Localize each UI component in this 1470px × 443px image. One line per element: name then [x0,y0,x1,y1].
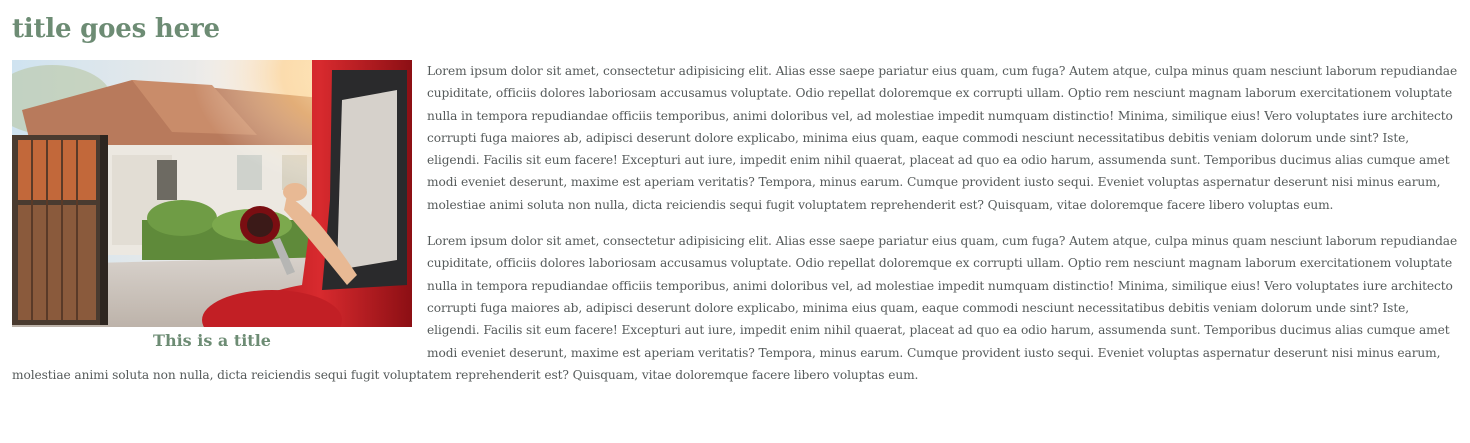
paragraph-2: Lorem ipsum dolor sit amet, consectetur adipisicing elit. Alias esse saepe pariatur eius quam, cum fuga? Autem atque, culpa minus quam nesciunt laborum repudiandae cupiditate, officiis dolores laboriosam accusamus voluptate. Odio repellat doloremque ex corrupti ullam. Optio rem nesciunt magnam laborum exercitationem voluptate nulla in tempora repudiandae officiis temporibus, animi doloribus vel, ad molestiae impedit numquam distinctio! Minima, similique eius! Vero voluptates iure architecto corrupti fuga maiores ab, adipisci deserunt dolore explicabo, minima eius quam, eaque commodi nesciunt necessitatibus debitis veniam dolorum unde sint? Iste, eligendi. Facilis sit eum facere! Excepturi aut iure, impedit enim nihil quaerat, placeat ad quo ea odio harum, assumenda sunt. Temporibus ducimus alias cumque amet modi eveniet deserunt, maxime est aperiam veritatis? Tempora, minus earum. Cumque provident iusto sequi. Eveniet voluptas aspernatur deserunt nisi minus earum, molestiae animi soluta non nulla, dicta reiciendis sequi fugit voluptatem reprehenderit est? Quisquam, vitae doloremque facere libero voluptas eum. [12,234,1458,382]
page-title: title goes here [12,14,220,44]
figure-caption: This is a title [153,331,271,350]
figure [12,60,412,353]
paragraph-1: Lorem ipsum dolor sit amet, consectetur adipisicing elit. Alias esse saepe pariatur eius quam, cum fuga? Autem atque, culpa minus quam nesciunt laborum repudiandae cupiditate, officiis dolores laboriosam accusamus voluptate. Odio repellat doloremque ex corrupti ullam. Optio rem nesciunt magnam laborum exercitationem voluptate nulla in tempora repudiandae officiis temporibus, animi doloribus vel, ad molestiae impedit numquam distinctio! Minima, similique eius! Vero voluptates iure architecto corrupti fuga maiores ab, adipisci deserunt dolore explicabo, minima eius quam, eaque commodi nesciunt necessitatibus debitis veniam dolorum unde sint? Iste, eligendi. Facilis sit eum facere! Excepturi aut iure, impedit enim nihil quaerat, placeat ad quo ea odio harum, assumenda sunt. Temporibus ducimus alias cumque amet modi eveniet deserunt, maxime est aperiam veritatis? Tempora, minus earum. Cumque provident iusto sequi. Eveniet voluptas aspernatur deserunt nisi minus earum, molestiae animi soluta non nulla, dicta reiciendis sequi fugit voluptatem reprehenderit est? Quisquam, vitae doloremque facere libero voluptas eum. [427,64,1458,212]
house-car-photo [12,60,412,327]
